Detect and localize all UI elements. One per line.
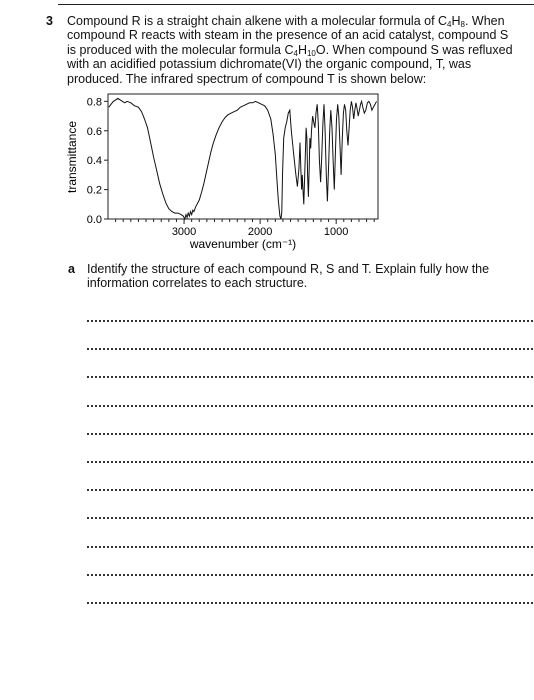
answer-line[interactable] xyxy=(87,574,533,576)
stem-line-3: is produced with the molecular formula $C_4H_{10}O$. When compound S was refluxed xyxy=(67,42,513,58)
answer-line[interactable] xyxy=(87,348,533,350)
y-tick-label: 0.6 xyxy=(86,125,102,138)
series-line-transmittance xyxy=(109,98,377,219)
stem-line-5: produced. The infrared spectrum of compound T is shown below: xyxy=(67,71,427,86)
stem-line-1: Compound R is a straight chain alkene with a molecular formula of $C_4H_8$. When xyxy=(67,14,505,29)
x-axis-label: wavenumber (cm⁻¹) xyxy=(189,237,297,251)
y-tick-label: 0.0 xyxy=(86,214,102,226)
x-tick-label: 2000 xyxy=(247,226,273,238)
answer-line[interactable] xyxy=(87,517,533,519)
answer-line[interactable] xyxy=(87,320,533,322)
y-axis-label: transmittance xyxy=(65,120,79,194)
x-tick-label: 1000 xyxy=(323,226,349,238)
y-tick-label: 0.8 xyxy=(86,96,102,109)
stem-line-2: compound R reacts with steam in the presence of an acid catalyst, compound S xyxy=(67,28,509,43)
answer-line[interactable] xyxy=(87,433,533,435)
ir-spectrum-chart xyxy=(0,0,534,260)
part-a-line-1: Identify the structure of each compound R, S and T. Explain fully how the xyxy=(87,262,490,276)
y-tick-label: 0.4 xyxy=(86,155,102,168)
answer-line[interactable] xyxy=(87,546,533,548)
answer-line[interactable] xyxy=(87,376,533,378)
part-a-line-2: information correlates to each structure. xyxy=(87,276,308,291)
x-tick-label: 3000 xyxy=(171,226,197,238)
answer-line[interactable] xyxy=(87,602,533,604)
answer-line[interactable] xyxy=(87,405,533,407)
question-number: 3 xyxy=(46,14,53,28)
y-tick-label: 0.2 xyxy=(86,184,102,197)
stem-line-4: with an acidified potassium dichromate(VI) the organic compound, T, was xyxy=(67,57,472,72)
answer-line[interactable] xyxy=(87,461,533,463)
part-a-label: a xyxy=(68,262,75,276)
answer-line[interactable] xyxy=(87,489,533,491)
part-a-question xyxy=(87,262,527,291)
